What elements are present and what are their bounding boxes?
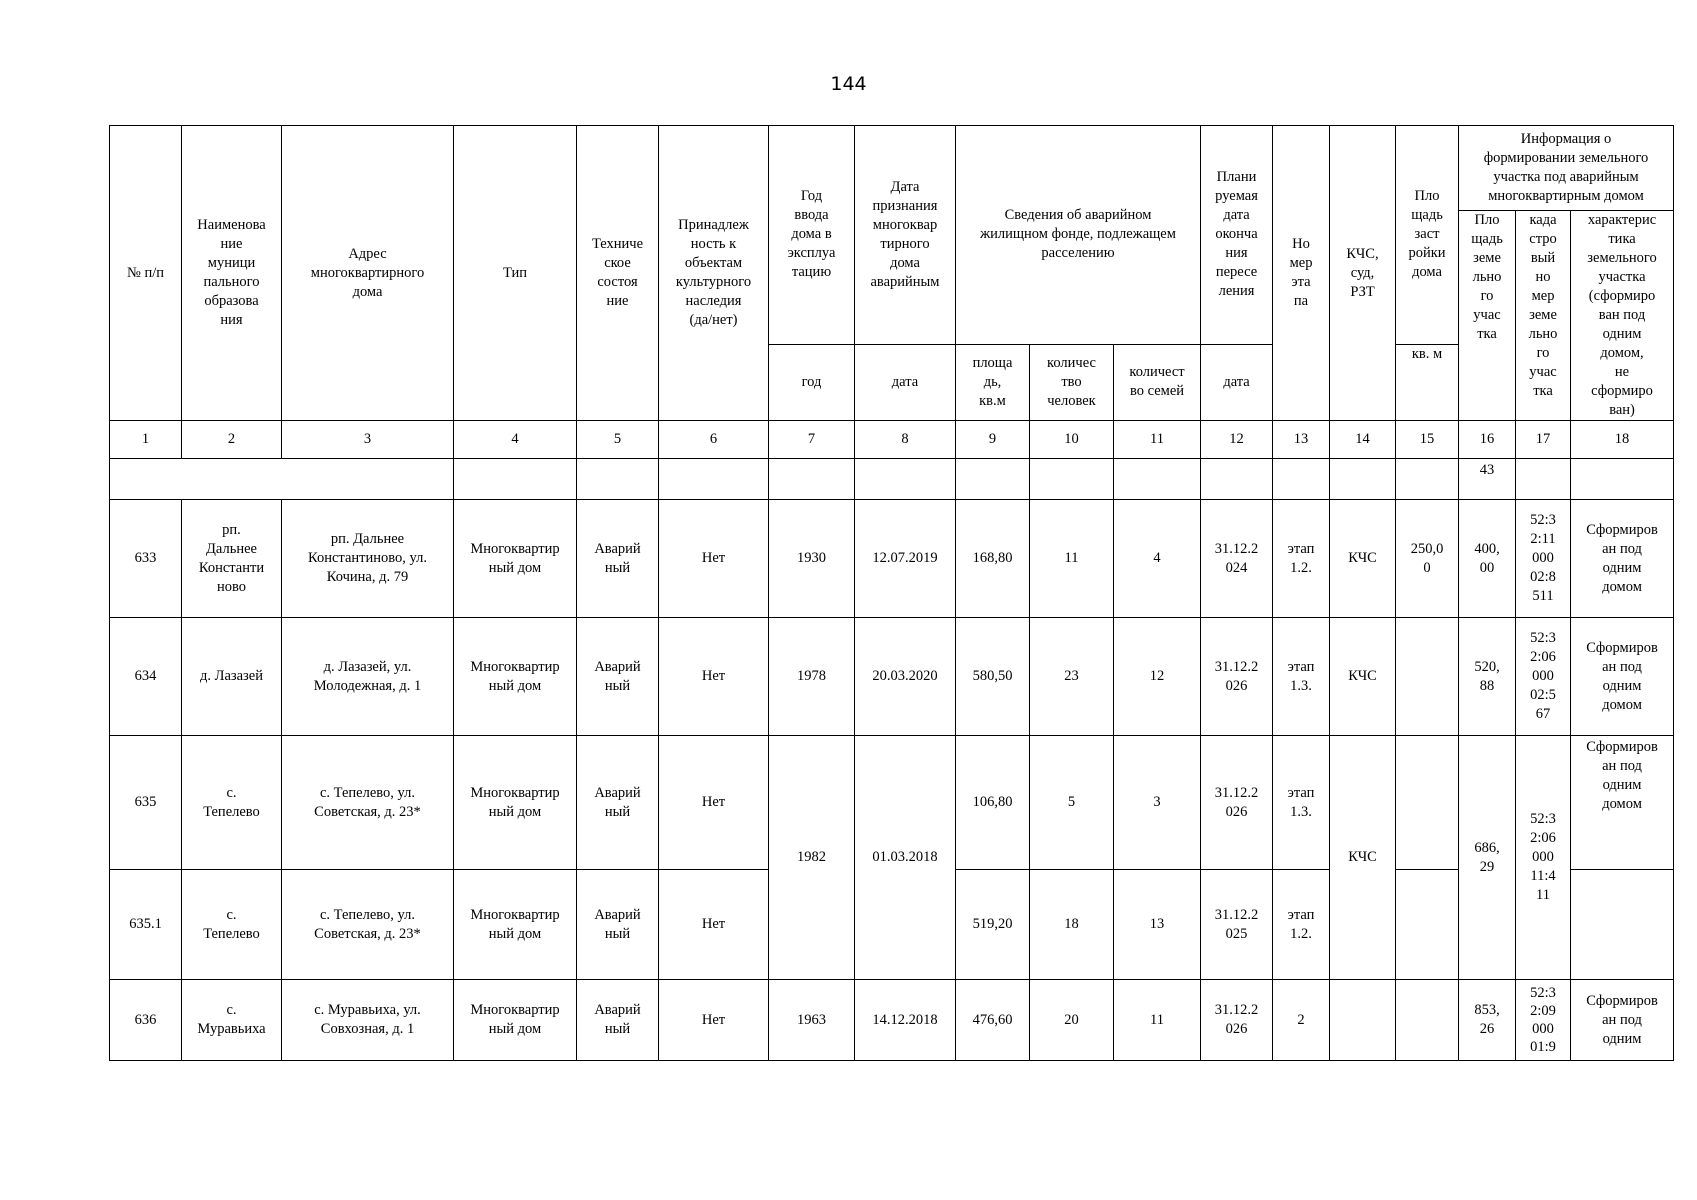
emergency-date: 01.03.2018 [855,736,956,980]
col-number: 6 [659,421,769,459]
commission-year: 1978 [769,618,855,736]
header-resettlement-info: Сведения об аварийном жилищном фонде, подлежащем расселению [956,126,1201,345]
header-building-area: Пло щадь заст ройки дома [1396,126,1459,345]
table-row [110,618,1674,736]
people-count: 11 [1030,500,1114,618]
header-address: Адрес многоквартирного дома [282,126,454,421]
family-count: 13 [1114,870,1201,980]
col-number: 9 [956,421,1030,459]
header-land-characteristic: характерис тика земельного участка (сформиро ван под одним домом, не сформиро ван) [1571,211,1674,421]
col-number: 14 [1330,421,1396,459]
col-number: 8 [855,421,956,459]
header-land-area: Пло щадь земе льно го учас тка [1459,211,1516,421]
address: с. Тепелево, ул. Советская, д. 23* [282,736,454,870]
col-number: 12 [1201,421,1273,459]
header-tech-state: Техниче ское состоя ние [577,126,659,421]
flat-area: 519,20 [956,870,1030,980]
tech-state: Аварий ный [577,870,659,980]
building-area [1396,870,1459,980]
row-number: 636 [110,980,182,1061]
decision-basis [1330,980,1396,1061]
people-count: 18 [1030,870,1114,980]
table-row [110,500,1674,618]
emergency-date: 20.03.2020 [855,618,956,736]
family-count: 11 [1114,980,1201,1061]
heritage: Нет [659,736,769,870]
col-number: 15 [1396,421,1459,459]
decision-basis: КЧС [1330,618,1396,736]
tech-state: Аварий ный [577,736,659,870]
header-commission-year: Год ввода дома в эксплуа тацию [769,126,855,345]
subheader-area: площа дь, кв.м [956,344,1030,420]
family-count: 12 [1114,618,1201,736]
stage: этап 1.2. [1273,870,1330,980]
stage: этап 1.3. [1273,736,1330,870]
cadastral-number: 52:3 2:06 000 02:5 67 [1516,618,1571,736]
flat-area: 476,60 [956,980,1030,1061]
tech-state: Аварий ный [577,980,659,1061]
row-number: 634 [110,618,182,736]
emergency-housing-table [109,125,1674,1061]
building-area [1396,618,1459,736]
header-planned-date: Плани руемая дата оконча ния пересе ления [1201,126,1273,345]
land-area: 400, 00 [1459,500,1516,618]
land-characteristic [1571,870,1674,980]
land-characteristic: Сформиров ан под одним домом [1571,500,1674,618]
municipality: с. Муравьиха [182,980,282,1061]
land-area: 853, 26 [1459,980,1516,1061]
building-type: Многоквартир ный дом [454,500,577,618]
cadastral-number: 52:3 2:11 000 02:8 511 [1516,500,1571,618]
header-emergency-date: Дата признания многоквар тирного дома аварийным [855,126,956,345]
header-land-info: Информация о формировании земельного участка под аварийным многоквартирным домом [1459,126,1674,211]
subheader-year: год [769,344,855,420]
land-area: 520, 88 [1459,618,1516,736]
stage: этап 1.3. [1273,618,1330,736]
row-number: 635 [110,736,182,870]
flat-area: 168,80 [956,500,1030,618]
address: с. Тепелево, ул. Советская, д. 23* [282,870,454,980]
commission-year: 1930 [769,500,855,618]
land-characteristic: Сформиров ан под одним [1571,980,1674,1061]
table-row [110,736,1674,870]
carry-over-value: 43 [1459,459,1516,500]
building-area: 250,0 0 [1396,500,1459,618]
col-number: 16 [1459,421,1516,459]
subheader-plan-date: дата [1201,344,1273,420]
people-count: 23 [1030,618,1114,736]
col-number: 10 [1030,421,1114,459]
col-number: 2 [182,421,282,459]
heritage: Нет [659,980,769,1061]
col-number: 13 [1273,421,1330,459]
commission-year: 1963 [769,980,855,1061]
col-number: 1 [110,421,182,459]
land-characteristic: Сформиров ан под одним домом [1571,736,1674,870]
subheader-building-unit: кв. м [1396,344,1459,420]
table-row [110,980,1674,1061]
header-decision-basis: КЧС, суд, РЗТ [1330,126,1396,421]
building-type: Многоквартир ный дом [454,618,577,736]
subheader-date: дата [855,344,956,420]
planned-date: 31.12.2 025 [1201,870,1273,980]
col-number: 17 [1516,421,1571,459]
address: рп. Дальнее Константиново, ул. Кочина, д. 79 [282,500,454,618]
municipality: рп. Дальнее Константи ново [182,500,282,618]
cadastral-number: 52:3 2:06 000 11:4 11 [1516,736,1571,980]
people-count: 5 [1030,736,1114,870]
building-area [1396,736,1459,870]
decision-basis: КЧС [1330,500,1396,618]
flat-area: 580,50 [956,618,1030,736]
municipality: д. Лазазей [182,618,282,736]
emergency-date: 12.07.2019 [855,500,956,618]
municipality: с. Тепелево [182,870,282,980]
land-characteristic: Сформиров ан под одним домом [1571,618,1674,736]
building-type: Многоквартир ный дом [454,870,577,980]
header-cadastral-number: када стро вый но мер земе льно го учас тка [1516,211,1571,421]
col-number: 4 [454,421,577,459]
address: д. Лазазей, ул. Молодежная, д. 1 [282,618,454,736]
header-municipality: Наименова ние муници пального образова ния [182,126,282,421]
emergency-date: 14.12.2018 [855,980,956,1061]
family-count: 4 [1114,500,1201,618]
header-type: Тип [454,126,577,421]
stage: этап 1.2. [1273,500,1330,618]
heritage: Нет [659,618,769,736]
header-row-number: № п/п [110,126,182,421]
col-number: 18 [1571,421,1674,459]
col-number: 7 [769,421,855,459]
commission-year: 1982 [769,736,855,980]
cadastral-number: 52:3 2:09 000 01:9 [1516,980,1571,1061]
heritage: Нет [659,500,769,618]
planned-date: 31.12.2 024 [1201,500,1273,618]
flat-area: 106,80 [956,736,1030,870]
header-stage-number: Но мер эта па [1273,126,1330,421]
col-number: 3 [282,421,454,459]
planned-date: 31.12.2 026 [1201,736,1273,870]
tech-state: Аварий ный [577,500,659,618]
col-number: 11 [1114,421,1201,459]
planned-date: 31.12.2 026 [1201,980,1273,1061]
stage: 2 [1273,980,1330,1061]
page-number: 144 [830,73,867,95]
people-count: 20 [1030,980,1114,1061]
municipality: с. Тепелево [182,736,282,870]
heritage: Нет [659,870,769,980]
col-number: 5 [577,421,659,459]
subheader-people: количес тво человек [1030,344,1114,420]
header-heritage: Принадлеж ность к объектам культурного наследия (да/нет) [659,126,769,421]
decision-basis: КЧС [1330,736,1396,980]
subheader-families: количест во семей [1114,344,1201,420]
land-area: 686, 29 [1459,736,1516,980]
family-count: 3 [1114,736,1201,870]
planned-date: 31.12.2 026 [1201,618,1273,736]
row-number: 635.1 [110,870,182,980]
address: с. Муравьиха, ул. Совхозная, д. 1 [282,980,454,1061]
carry-over-cell [110,459,454,500]
tech-state: Аварий ный [577,618,659,736]
building-type: Многоквартир ный дом [454,736,577,870]
building-type: Многоквартир ный дом [454,980,577,1061]
building-area [1396,980,1459,1061]
row-number: 633 [110,500,182,618]
